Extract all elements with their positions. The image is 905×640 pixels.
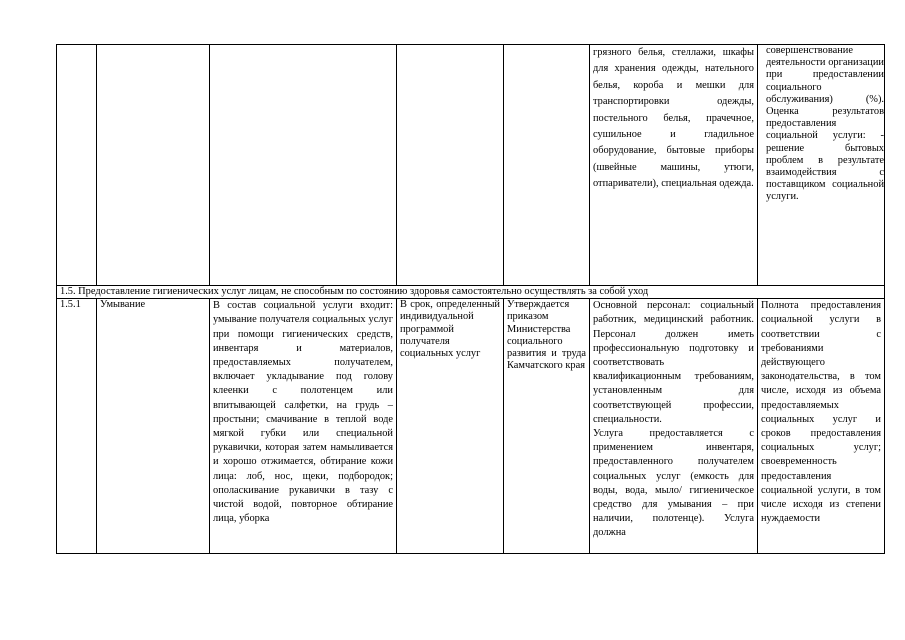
cell-requirements: грязного белья, стеллажи, шкафы для хранения одежды, нательного белья, короба и мешки для транспортировки одежды, постельного белья, прачечное, сушильное и гладильное оборудование, бытовые приборы (швейные машины, утюги, отпариватели), специальная одежда. [590,45,758,286]
cell-conditions [590,299,758,554]
cell-description: В состав социальной услуги входит: умывание получателя социальных услуг при помощи гигиенических средств, инвентаря и материалов, предоставляемых получателем, включает укладывание под голову клеенки с полотенцем или впитывающей салфетки, на грудь – простыни; смачивание в теплой воде мягкой губки или специальной рукавички, которая затем намыливается и хорошо отжимается, обтирание кожи лица: лоб, нос, щеки, подбородок; ополаскивание рукавички в тазу с чистой водой, повторное обтирание лица, уборка [210,299,397,554]
cell-cost: Утверждается приказом Министерства социального развития и труда Камчатского края [504,299,590,554]
cell-term: В срок, определенный индивидуальной программой получателя социальных услуг [397,299,504,554]
cell-evaluation: совершенствование деятельности организации при предоставлении социального обслуживания) (%). Оценка результатов предоставления социальной услуги: - решение бытовых проблем в результате взаимодействия с поставщиком социальной услуги. [758,45,885,286]
cell-cost [504,45,590,286]
conditions-inventory: Услуга предоставляется с применением инвентаря, предоставленного получателем социальных услуг (емкость для воды, вода, мыло/ гигиеническое средство для умывания – при наличии, полотенце). Услуга должна [593,428,754,539]
services-table [56,44,885,554]
conditions-personnel: Основной персонал: социальный работник, медицинский работник. Персонал должен иметь профессиональную подготовку и соответствовать квалификационным требованиям, установленным для соответствующей профессии, специальности. [593,300,754,425]
cell-evaluation: Полнота предоставления социальной услуги в соответствии с требованиями действующего законодательства, в том числе, исходя из объема предоставляемых социальных услуг и сроков предоставления социальных услуг; своевременность предоставления социальной услуги, в том числе исходя из степени нуждаемости [758,299,885,554]
cell-number [57,45,97,286]
table-row [57,45,885,286]
section-title: 1.5. Предоставление гигиенических услуг лицам, не способным по состоянию здоровья самостоятельно осуществлять за собой уход [57,286,885,299]
cell-name: Умывание [97,299,210,554]
section-row [57,286,885,299]
cell-description [210,45,397,286]
table-row [57,299,885,554]
cell-name [97,45,210,286]
cell-term [397,45,504,286]
cell-number: 1.5.1 [57,299,97,554]
